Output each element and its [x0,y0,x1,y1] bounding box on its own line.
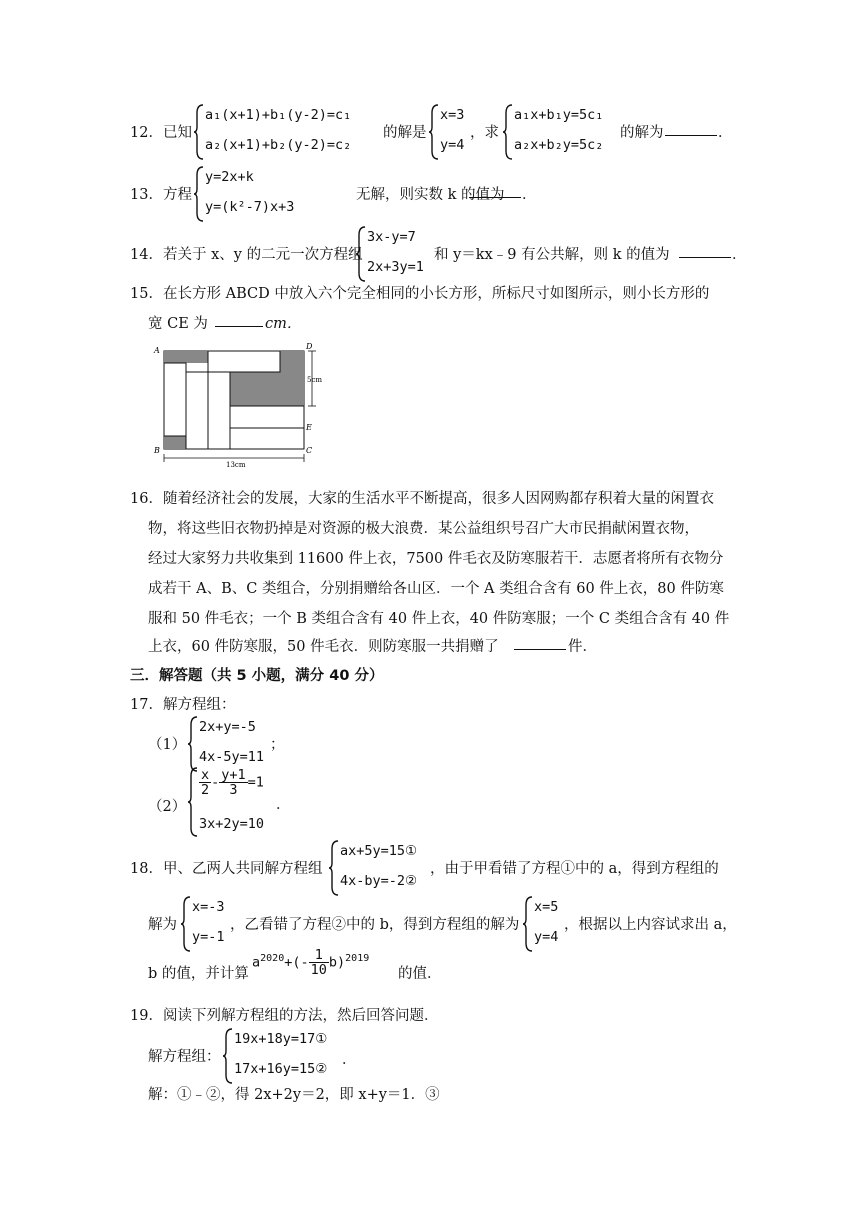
fraction: $\frac{y+1}{3}$ [221,767,246,798]
q19-system [222,1027,352,1085]
q13-eq-2: y=(k²-7)x+3 [205,199,295,215]
q12-text-4: 的解为 [620,125,664,141]
q18-number: 18． [130,861,163,877]
q15-answer-blank[interactable] [215,312,263,327]
q14-eq-2: 2x+3y=1 [367,259,424,275]
q12-end: ． [718,125,733,141]
q12-answer-blank[interactable] [665,121,717,136]
left-brace-icon [428,103,440,161]
q17-p1-end: ； [270,737,285,753]
label-13cm: 13cm [226,461,246,469]
q15-number: 15． [130,286,163,302]
q14-text-2: 和 y＝kx﹣9 有公共解，则 k 的值为 [434,247,670,263]
fraction: $\frac{x}{2}$ [201,767,210,798]
q17-number: 17． [130,697,163,713]
shaded-region [164,436,186,449]
q18-text-5: ，根据以上内容试求出 a， [564,917,737,933]
label-d: D [306,342,313,351]
left-brace-icon [502,103,514,161]
q18-eq-1: ax+5y=15① [340,843,418,859]
q17-p2-end: ． [276,797,291,813]
q12-text-2: 的解是 [383,125,427,141]
q19-text-4: 解：①﹣②，得 2x+2y＝2，即 x+y＝1．③ [148,1087,440,1103]
q12-sol-x: x=3 [440,107,465,123]
q17-system-2 [187,766,287,838]
small-rectangle [230,406,304,428]
q14-text-1: 若关于 x、y 的二元一次方程组 [163,247,363,263]
q12-sol-y: y=4 [440,137,465,153]
q12-text-3: ，求 [470,125,499,141]
q14-system [355,225,445,283]
q17-part-1-label: （1） [148,737,187,753]
q13-eq-1: y=2x+k [205,169,254,185]
q18-text-1: 甲、乙两人共同解方程组 [163,861,323,877]
q18-sol1-y: y=-1 [192,929,225,945]
left-brace-icon [193,103,205,161]
q12-system-1 [193,103,383,161]
q13-end: ． [522,187,537,203]
small-rectangle [164,363,186,436]
q15-line-1: 在长方形 ABCD 中放入六个完全相同的小长方形，所标尺寸如图所示，则小长方形的 [163,286,710,302]
q16-line: 随着经济社会的发展，大家的生活水平不断提高，很多人因网购都存积着大量的闲置衣 [163,491,714,507]
q14-number: 14． [130,247,163,263]
section-heading: 三．解答题（共 5 小题，满分 40 分） [130,668,384,684]
label-a: A [154,346,160,355]
q16-line-last-b: 件． [568,639,597,655]
q15-line-2b: cm． [265,316,302,332]
q17-p1-eq-2: 4x-5y=11 [199,749,265,765]
q19-eq-1: 19x+18y=17① [234,1031,328,1047]
q19-text-2: 解方程组： [148,1049,221,1065]
q12-system-2 [502,103,622,161]
label-b: B [154,446,160,455]
left-brace-icon [193,165,205,223]
small-rectangle [230,428,304,449]
q19-number: 19． [130,1008,163,1024]
q18-text-2: ，由于甲看错了方程①中的 a，得到方程组的 [430,861,719,877]
q18-sol2-y: y=4 [534,929,559,945]
q18-text-3: 解为 [148,917,177,933]
q13-text-2: 无解，则实数 k 的值为 [356,187,505,203]
q13-number: 13． [130,187,163,203]
q17-p2-eq-2: 3x+2y=10 [199,816,265,832]
q12-text-1: 已知 [163,125,192,141]
q19-eq-2: 17x+16y=15② [234,1061,328,1077]
q17-p1-eq-1: 2x+y=-5 [199,719,256,735]
q13-answer-blank[interactable] [469,183,521,198]
q18-expression: $a^{2020}+(-$ $\frac{1}{10}$ b)$^{2019}$ [252,947,370,978]
q17-part-2-label: （2） [148,799,187,815]
q18-eq-2: 4x-by=-2② [340,873,418,889]
q16-line: 物，将这些旧衣物扔掉是对资源的极大浪费．某公益组织号召广大市民捐献闲置衣物， [148,521,699,537]
q17-p2-eq-1: $\frac{x}{2}$ - $\frac{y+1}{3}$ =1 [201,767,264,798]
q16-line: 成若干 A、B、C 类组合，分别捐赠给各山区．一个 A 类组合含有 60 件上衣，80 件防寒 [148,581,724,597]
q13-system [193,165,353,223]
left-brace-icon [180,895,192,953]
q14-answer-blank[interactable] [679,243,731,258]
left-brace-icon [222,1027,234,1085]
label-c: C [306,446,313,455]
q12-eq-3: a₁x+b₁y=5c₁ [514,107,604,123]
small-rectangle [208,351,280,372]
q12-number: 12． [130,125,163,141]
q14-eq-1: 3x-y=7 [367,229,416,245]
q15-line-2a: 宽 CE 为 [148,316,208,332]
label-e: E [306,423,312,432]
q16-line-last-a: 上衣，60 件防寒服，50 件毛衣．则防寒服一共捐赠了 [148,639,499,655]
label-5cm: 5cm [307,376,323,384]
left-brace-icon [328,839,340,897]
small-rectangle [208,372,230,449]
q18-sol1-x: x=-3 [192,899,225,915]
q14-end: ． [732,247,747,263]
q16-line: 经过大家努力共收集到 11600 件上衣，7500 件毛衣及防寒服若干．志愿者将所有衣物分 [148,551,724,567]
q12-eq-4: a₂x+b₂y=5c₂ [514,137,604,153]
shaded-region [280,351,304,363]
small-rectangle [186,372,208,449]
fraction: $\frac{1}{10}$ [310,947,327,978]
q19-text-1: 阅读下列解方程组的方法，然后回答问题． [163,1008,439,1024]
q17-system-1 [187,715,277,773]
left-brace-icon [187,715,199,773]
q18-text-6: b 的值，并计算 [148,966,249,982]
q18-system [328,839,438,897]
q18-text-4: ，乙看错了方程②中的 b，得到方程组的解为 [230,917,520,933]
q16-line: 服和 50 件毛衣；一个 B 类组合含有 40 件上衣，40 件防寒服；一个 C 类组合含有 40 件 [148,611,730,627]
q18-text-7: 的值． [398,966,442,982]
q12-eq-2: a₂(x+1)+b₂(y-2)=c₂ [205,137,352,153]
q19-text-3: ． [342,1052,357,1068]
q15-figure [150,340,330,470]
left-brace-icon [187,766,199,838]
left-brace-icon [355,225,367,283]
shaded-region [164,351,208,363]
q17-title: 解方程组： [163,697,236,713]
q18-sol2-x: x=5 [534,899,559,915]
q16-answer-blank[interactable] [514,635,566,650]
left-brace-icon [522,895,534,953]
q12-eq-1: a₁(x+1)+b₁(y-2)=c₁ [205,107,352,123]
q16-number: 16． [130,491,163,507]
q13-text-1: 方程 [163,187,192,203]
